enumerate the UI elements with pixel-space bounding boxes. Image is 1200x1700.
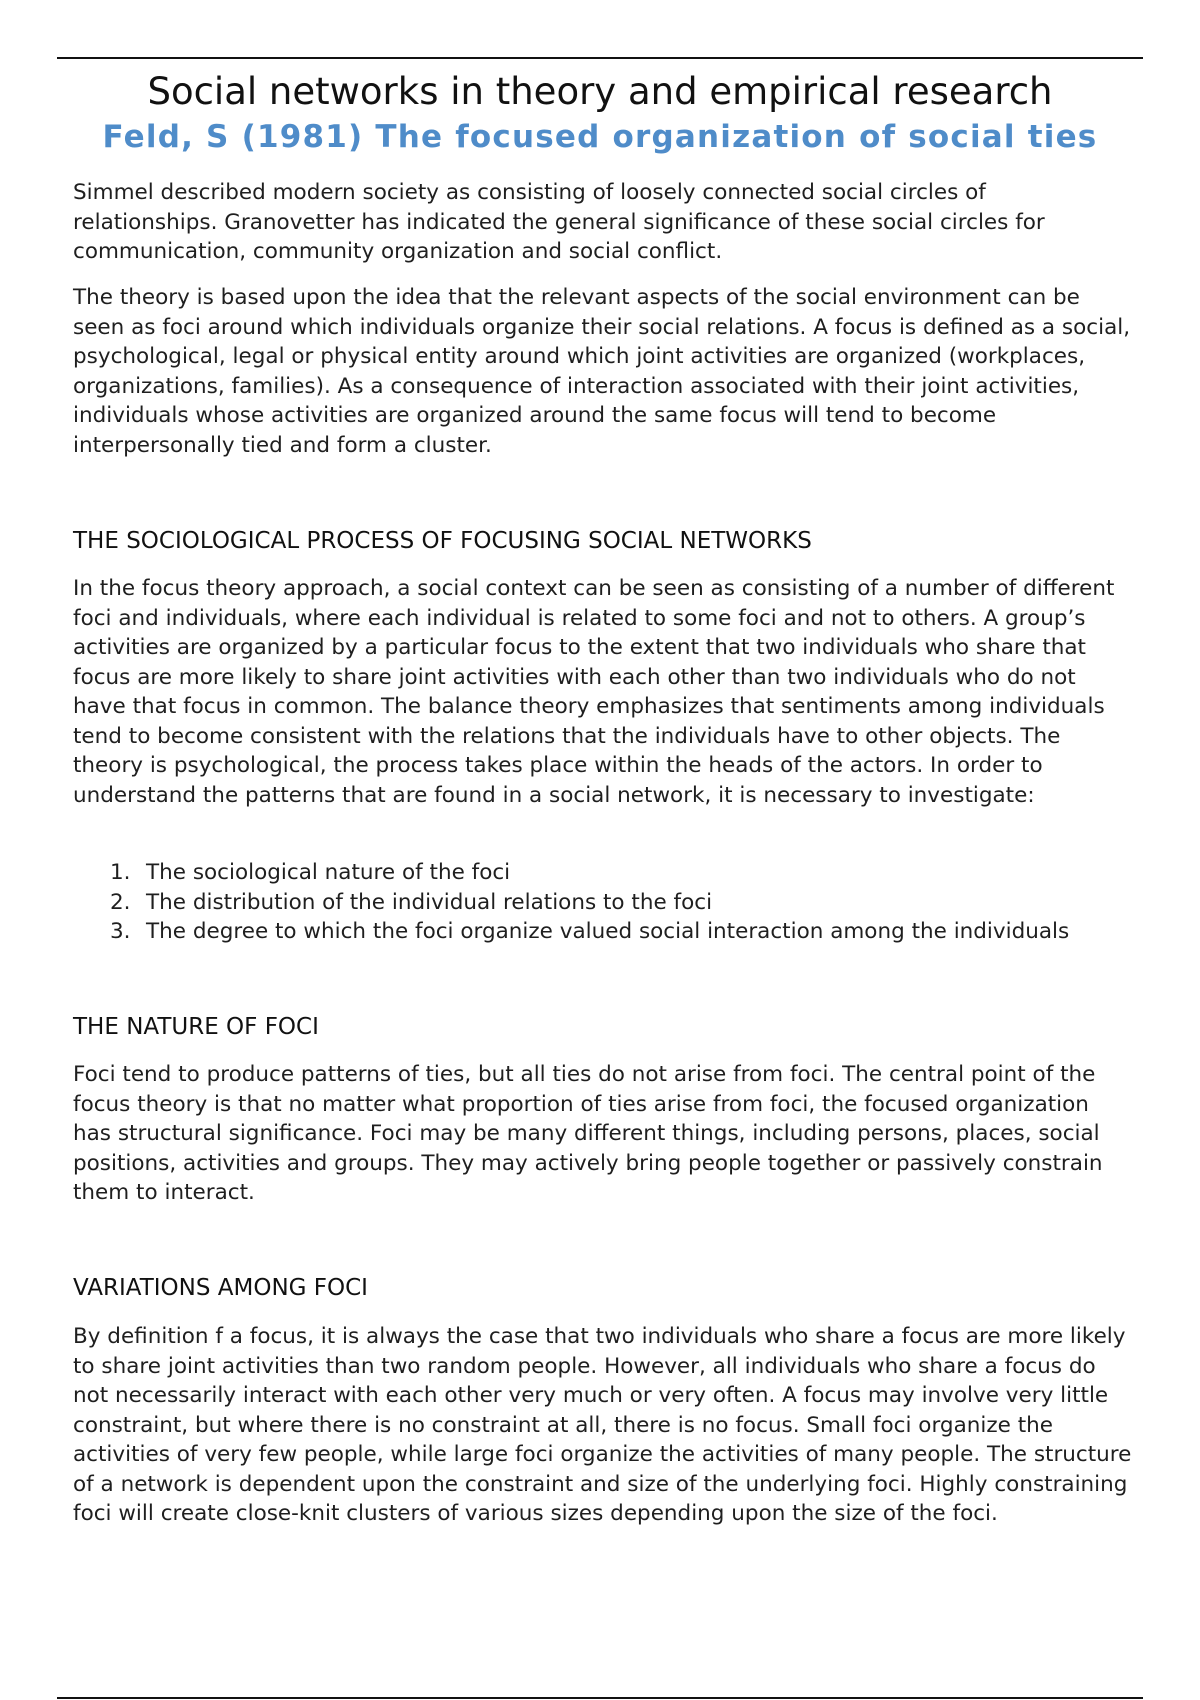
- section-heading-nature-of-foci: THE NATURE OF FOCI: [73, 1014, 319, 1040]
- section-heading-variations: VARIATIONS AMONG FOCI: [73, 1275, 368, 1301]
- section-heading-focusing: THE SOCIOLOGICAL PROCESS OF FOCUSING SOCIAL NETWORKS: [73, 528, 812, 554]
- list-item-text: The degree to which the foci organize valued social interaction among the individuals: [146, 919, 1070, 944]
- list-item-text: The sociological nature of the foci: [146, 860, 511, 885]
- investigation-list: [73, 858, 1133, 947]
- list-item-number: 2.: [110, 889, 131, 915]
- list-item: [73, 888, 1133, 918]
- document-title: Social networks in theory and empirical research: [147, 70, 1053, 113]
- list-item-number: 1.: [110, 860, 131, 885]
- section-paragraph-focusing: In the focus theory approach, a social context can be seen as consisting of a number of different foci and individuals, where each individual is related to some foci and not to others. A group’s activities are organized by a particular focus to the extent that two individuals who share that focus are more likely to share joint activities with each other than two individuals who do not have that focus in common. The balance theory emphasizes that sentiments among individuals tend to become consistent with the relations that the individuals have to other objects. The theory is psychological, the process takes place within the heads of the actors. In order to understand the patterns that are found in a social network, it is necessary to investigate:: [73, 576, 1115, 808]
- list-item-number: 3.: [110, 919, 131, 944]
- section-paragraph-nature-of-foci: Foci tend to produce patterns of ties, but all ties do not arise from foci. The central point of the focus theory is that no matter what proportion of ties arise from foci, the focused organization has structural significance. Foci may be many different things, including persons, places, social positions, activities and groups. They may actively bring people together or passively constrain them to interact.: [73, 1062, 1103, 1205]
- list-item: [73, 858, 1133, 888]
- top-rule: [57, 57, 1143, 59]
- section-paragraph-variations: By definition f a focus, it is always the case that two individuals who share a focus are more likely to share joint activities than two random people. However, all individuals who share a focus do not necessarily interact with each other very much or very often. A focus may involve very little constraint, but where there is no constraint at all, there is no focus. Small foci organize the activities of very few people, while large foci organize the activities of many people. The structure of a network is dependent upon the constraint and size of the underlying foci. Highly constraining foci will create close-knit clusters of various sizes depending upon the size of the foci.: [73, 1324, 1132, 1526]
- list-item: [73, 917, 1133, 947]
- document-subtitle: Feld, S (1981) The focused organization of social ties: [102, 119, 1098, 155]
- intro-paragraph-2: The theory is based upon the idea that the relevant aspects of the social environment can be seen as foci around which individuals organize their social relations. A focus is defined as a social, psychological, legal or physical entity around which joint activities are organized (workplaces, organizations, families). As a consequence of interaction associated with their joint activities, individuals whose activities are organized around the same focus will tend to become interpersonally tied and form a cluster.: [73, 285, 1131, 458]
- list-item-text: The distribution of the individual relations to the foci: [146, 889, 713, 915]
- bottom-rule: [57, 1697, 1143, 1699]
- intro-paragraph-1: Simmel described modern society as consisting of loosely connected social circles of relationships. Granovetter has indicated the general significance of these social circles for communication, community organization and social conflict.: [73, 180, 1045, 264]
